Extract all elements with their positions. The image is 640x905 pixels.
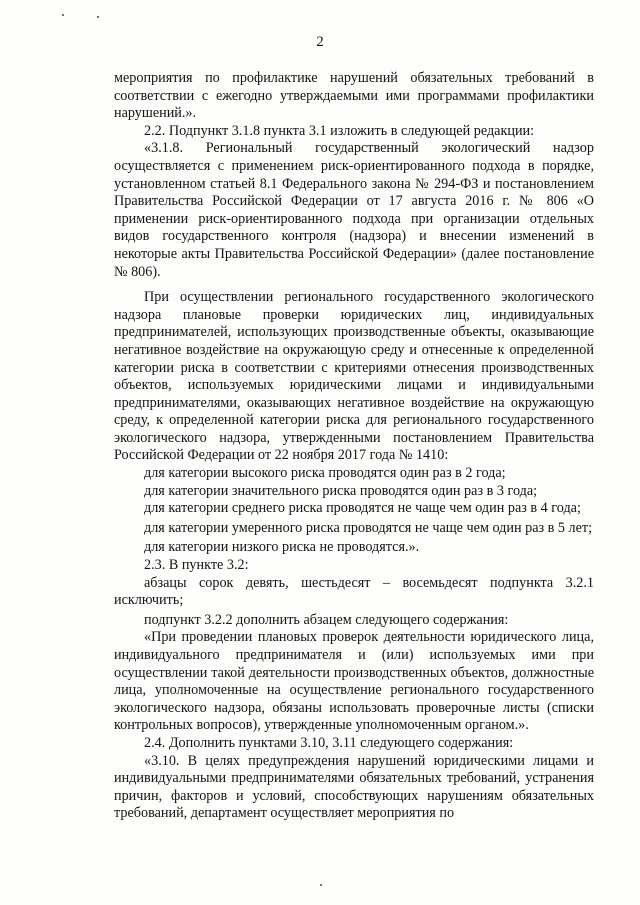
list-item-low-risk: для категории низкого риска не проводятся.». [144, 539, 420, 556]
paragraph-exclude-clauses: абзацы сорок девять, шестьдесят – восемьдесят подпункта 3.2.1 исключить; [114, 574, 594, 609]
paragraph-2-4: 2.4. Дополнить пунктами 3.10, 3.11 следующего содержания: [144, 734, 514, 751]
list-item-significant-risk: для категории значительного риска проводятся один раз в 3 года; [144, 482, 538, 499]
scan-speck [62, 14, 64, 16]
scan-speck [97, 16, 99, 18]
paragraph-3-10: «3.10. В целях предупреждения нарушений юридическими лицами и индивидуальными предпринимателями обязательных требований, устранения причин, факторов и условий, способствующих нарушениям обязательных требований, департамент осуществляет мероприятия по [114, 752, 594, 822]
page-number: 2 [316, 34, 324, 50]
paragraph-2-3: 2.3. В пункте 3.2: [144, 557, 249, 574]
paragraph-planned-inspections: При осуществлении регионального государственного экологического надзора плановые проверки юридических лиц, индивидуальных предпринимателей, использующих производственные объекты, оказывающие негативное воздействие на окружающую среду и отнесенные к определенной категории риска в соответствии с критериями отнесения производственных объектов, используемых юридическими лицами и индивидуальными предпринимателями, оказывающих негативное воздействие на окружающую среду, к определенной категории риска для регионального государственного экологического надзора, утвержденными постановлением Правительства Российской Федерации от 22 ноября 2017 года № 1410: [114, 289, 594, 464]
document-body [114, 70, 594, 823]
list-item-high-risk: для категории высокого риска проводятся один раз в 2 года; [144, 465, 506, 482]
paragraph-checklists: «При проведении плановых проверок деятельности юридического лица, индивидуального предпринимателя и (или) используемых ими при осуществлении такой деятельности производственных объектов, должностные лица, уполномоченные на осуществление регионального государственного экологического надзора, обязаны использовать проверочные листы (списки контрольных вопросов), утвержденные уполномоченным органом.». [114, 629, 594, 734]
paragraph-3-1-8: «3.1.8. Региональный государственный экологический надзор осуществляется с применением риск-ориентированного подхода в порядке, установленном статьей 8.1 Федерального закона № 294-ФЗ и постановлением Правительства Российской Федерации от 17 августа 2016 г. № 806 «О применении риск-ориентированного подхода при организации отдельных видов государственного контроля (надзора) и внесении изменений в некоторые акты Правительства Российской Федерации» (далее постановление № 806). [114, 140, 594, 280]
scan-speck [320, 884, 322, 886]
paragraph-3-2-2: подпункт 3.2.2 дополнить абзацем следующего содержания: [144, 611, 509, 628]
paragraph-2-2: 2.2. Подпункт 3.1.8 пункта 3.1 изложить в следующей редакции: [144, 122, 535, 139]
list-item-moderate-risk: для категории умеренного риска проводятся не чаще чем один раз в 5 лет; [144, 519, 593, 536]
list-item-medium-risk: для категории среднего риска проводятся не чаще чем один раз в 4 года; [144, 500, 581, 517]
paragraph-continuation: мероприятия по профилактике нарушений обязательных требований в соответствии с ежегодно утверждаемыми ими программами профилактики нарушений.». [114, 70, 594, 122]
